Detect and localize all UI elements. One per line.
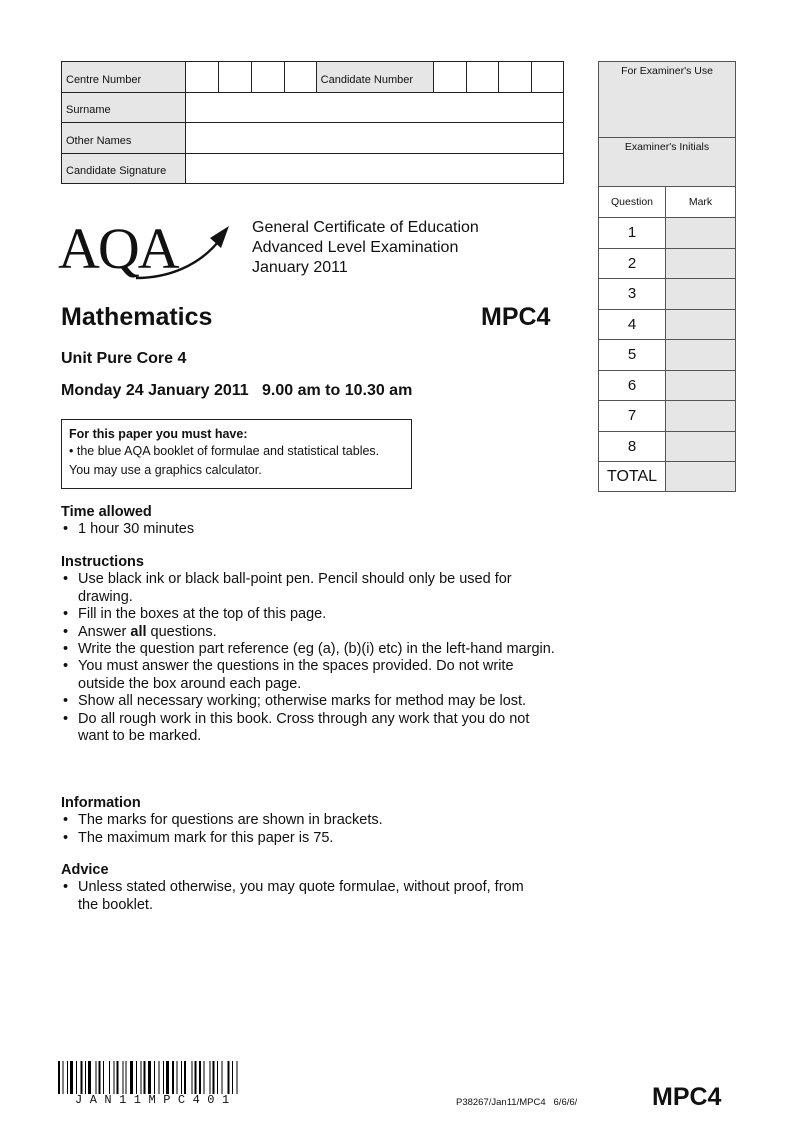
- list-item: • You must answer the questions in the spaces provided. Do not write outside the box around each page.: [63, 658, 514, 692]
- aqa-logo-text: AQA: [58, 216, 178, 281]
- list-item: • Write the question part reference (eg (a), (b)(i) etc) in the left-hand margin.: [63, 641, 555, 658]
- materials-note: You may use a graphics calculator.: [69, 463, 262, 477]
- bullet-icon: •: [69, 444, 74, 458]
- mark-cell[interactable]: [666, 431, 736, 462]
- qualification-line: General Certificate of Education: [252, 219, 479, 236]
- centre-number-box[interactable]: [284, 62, 316, 93]
- mark-column-header: Mark: [666, 187, 736, 218]
- information-section: [61, 795, 561, 847]
- aqa-logo: [58, 216, 238, 282]
- surname-label: Surname: [62, 92, 186, 123]
- question-number: 5: [599, 340, 666, 371]
- information-heading: Information: [61, 795, 141, 811]
- mark-cell[interactable]: [666, 401, 736, 432]
- total-mark-cell[interactable]: [666, 462, 736, 492]
- exam-date-time: Monday 24 January 2011 9.00 am to 10.30 am: [61, 382, 413, 399]
- time-allowed-section: [61, 504, 561, 539]
- list-item: • Use black ink or black ball-point pen. Pencil should only be used for drawing.: [63, 571, 512, 605]
- time-allowed-heading: Time allowed: [61, 504, 152, 520]
- signature-label: Candidate Signature: [62, 153, 186, 184]
- candidate-number-box[interactable]: [499, 62, 532, 93]
- paper-reference: P38267/Jan11/MPC4 6/6/6/: [456, 1097, 578, 1108]
- total-label: TOTAL: [599, 462, 666, 492]
- candidate-number-box[interactable]: [467, 62, 499, 93]
- question-number: 1: [599, 218, 666, 249]
- exam-title-block: [252, 218, 479, 278]
- mark-cell[interactable]: [666, 248, 736, 279]
- question-number: 6: [599, 370, 666, 401]
- candidate-number-box[interactable]: [434, 62, 467, 93]
- list-item: • The maximum mark for this paper is 75.: [63, 829, 334, 846]
- list-item: • 1 hour 30 minutes: [63, 521, 195, 538]
- centre-number-box[interactable]: [251, 62, 284, 93]
- question-column-header: Question: [599, 187, 666, 218]
- subject-title: Mathematics: [61, 303, 213, 331]
- candidate-number-label: Candidate Number: [316, 62, 434, 93]
- centre-number-box[interactable]: [186, 62, 219, 93]
- paper-code: MPC4: [481, 303, 551, 331]
- surname-field[interactable]: [186, 92, 564, 123]
- other-names-field[interactable]: [186, 123, 564, 154]
- question-number: 2: [599, 248, 666, 279]
- candidate-number-box[interactable]: [532, 62, 564, 93]
- swoosh-icon: [58, 216, 238, 282]
- question-number: 4: [599, 309, 666, 340]
- mark-cell[interactable]: [666, 279, 736, 310]
- question-number: 3: [599, 279, 666, 310]
- materials-box: [61, 419, 412, 489]
- list-item: • Do all rough work in this book. Cross through any work that you do not want to be marked.: [63, 710, 530, 745]
- materials-heading: For this paper you must have:: [69, 427, 248, 441]
- examiner-initials-label: Examiner's Initials: [599, 138, 736, 187]
- list-item: • Unless stated otherwise, you may quote formulae, without proof, from the booklet.: [63, 879, 524, 913]
- question-number: 7: [599, 401, 666, 432]
- instructions-heading: Instructions: [61, 554, 144, 570]
- question-number: 8: [599, 431, 666, 462]
- list-item: • Answer all questions.: [63, 623, 217, 640]
- mark-cell[interactable]: [666, 370, 736, 401]
- barcode-text: JAN11MPC401: [75, 1093, 237, 1107]
- other-names-label: Other Names: [62, 123, 186, 154]
- footer-paper-code: MPC4: [652, 1083, 722, 1111]
- barcode: [58, 1061, 294, 1094]
- centre-number-label: Centre Number: [62, 62, 186, 93]
- level-line: Advanced Level Examination: [252, 239, 459, 256]
- mark-cell[interactable]: [666, 340, 736, 371]
- unit-title: Unit Pure Core 4: [61, 350, 187, 367]
- mark-cell[interactable]: [666, 309, 736, 340]
- list-item: • The marks for questions are shown in brackets.: [63, 812, 383, 829]
- materials-item: • the blue AQA booklet of formulae and statistical tables.: [69, 444, 380, 458]
- list-item: • Fill in the boxes at the top of this page.: [63, 606, 327, 623]
- instructions-section: [61, 554, 561, 745]
- advice-heading: Advice: [61, 862, 109, 878]
- examiner-use-heading: For Examiner's Use: [599, 62, 736, 138]
- candidate-details-table: [61, 61, 564, 184]
- advice-section: [61, 862, 531, 914]
- centre-number-box[interactable]: [219, 62, 252, 93]
- list-item: • Show all necessary working; otherwise marks for method may be lost.: [63, 693, 527, 710]
- session-line: January 2011: [252, 259, 348, 276]
- mark-cell[interactable]: [666, 218, 736, 249]
- signature-field[interactable]: [186, 153, 564, 184]
- examiner-use-table: [598, 61, 736, 492]
